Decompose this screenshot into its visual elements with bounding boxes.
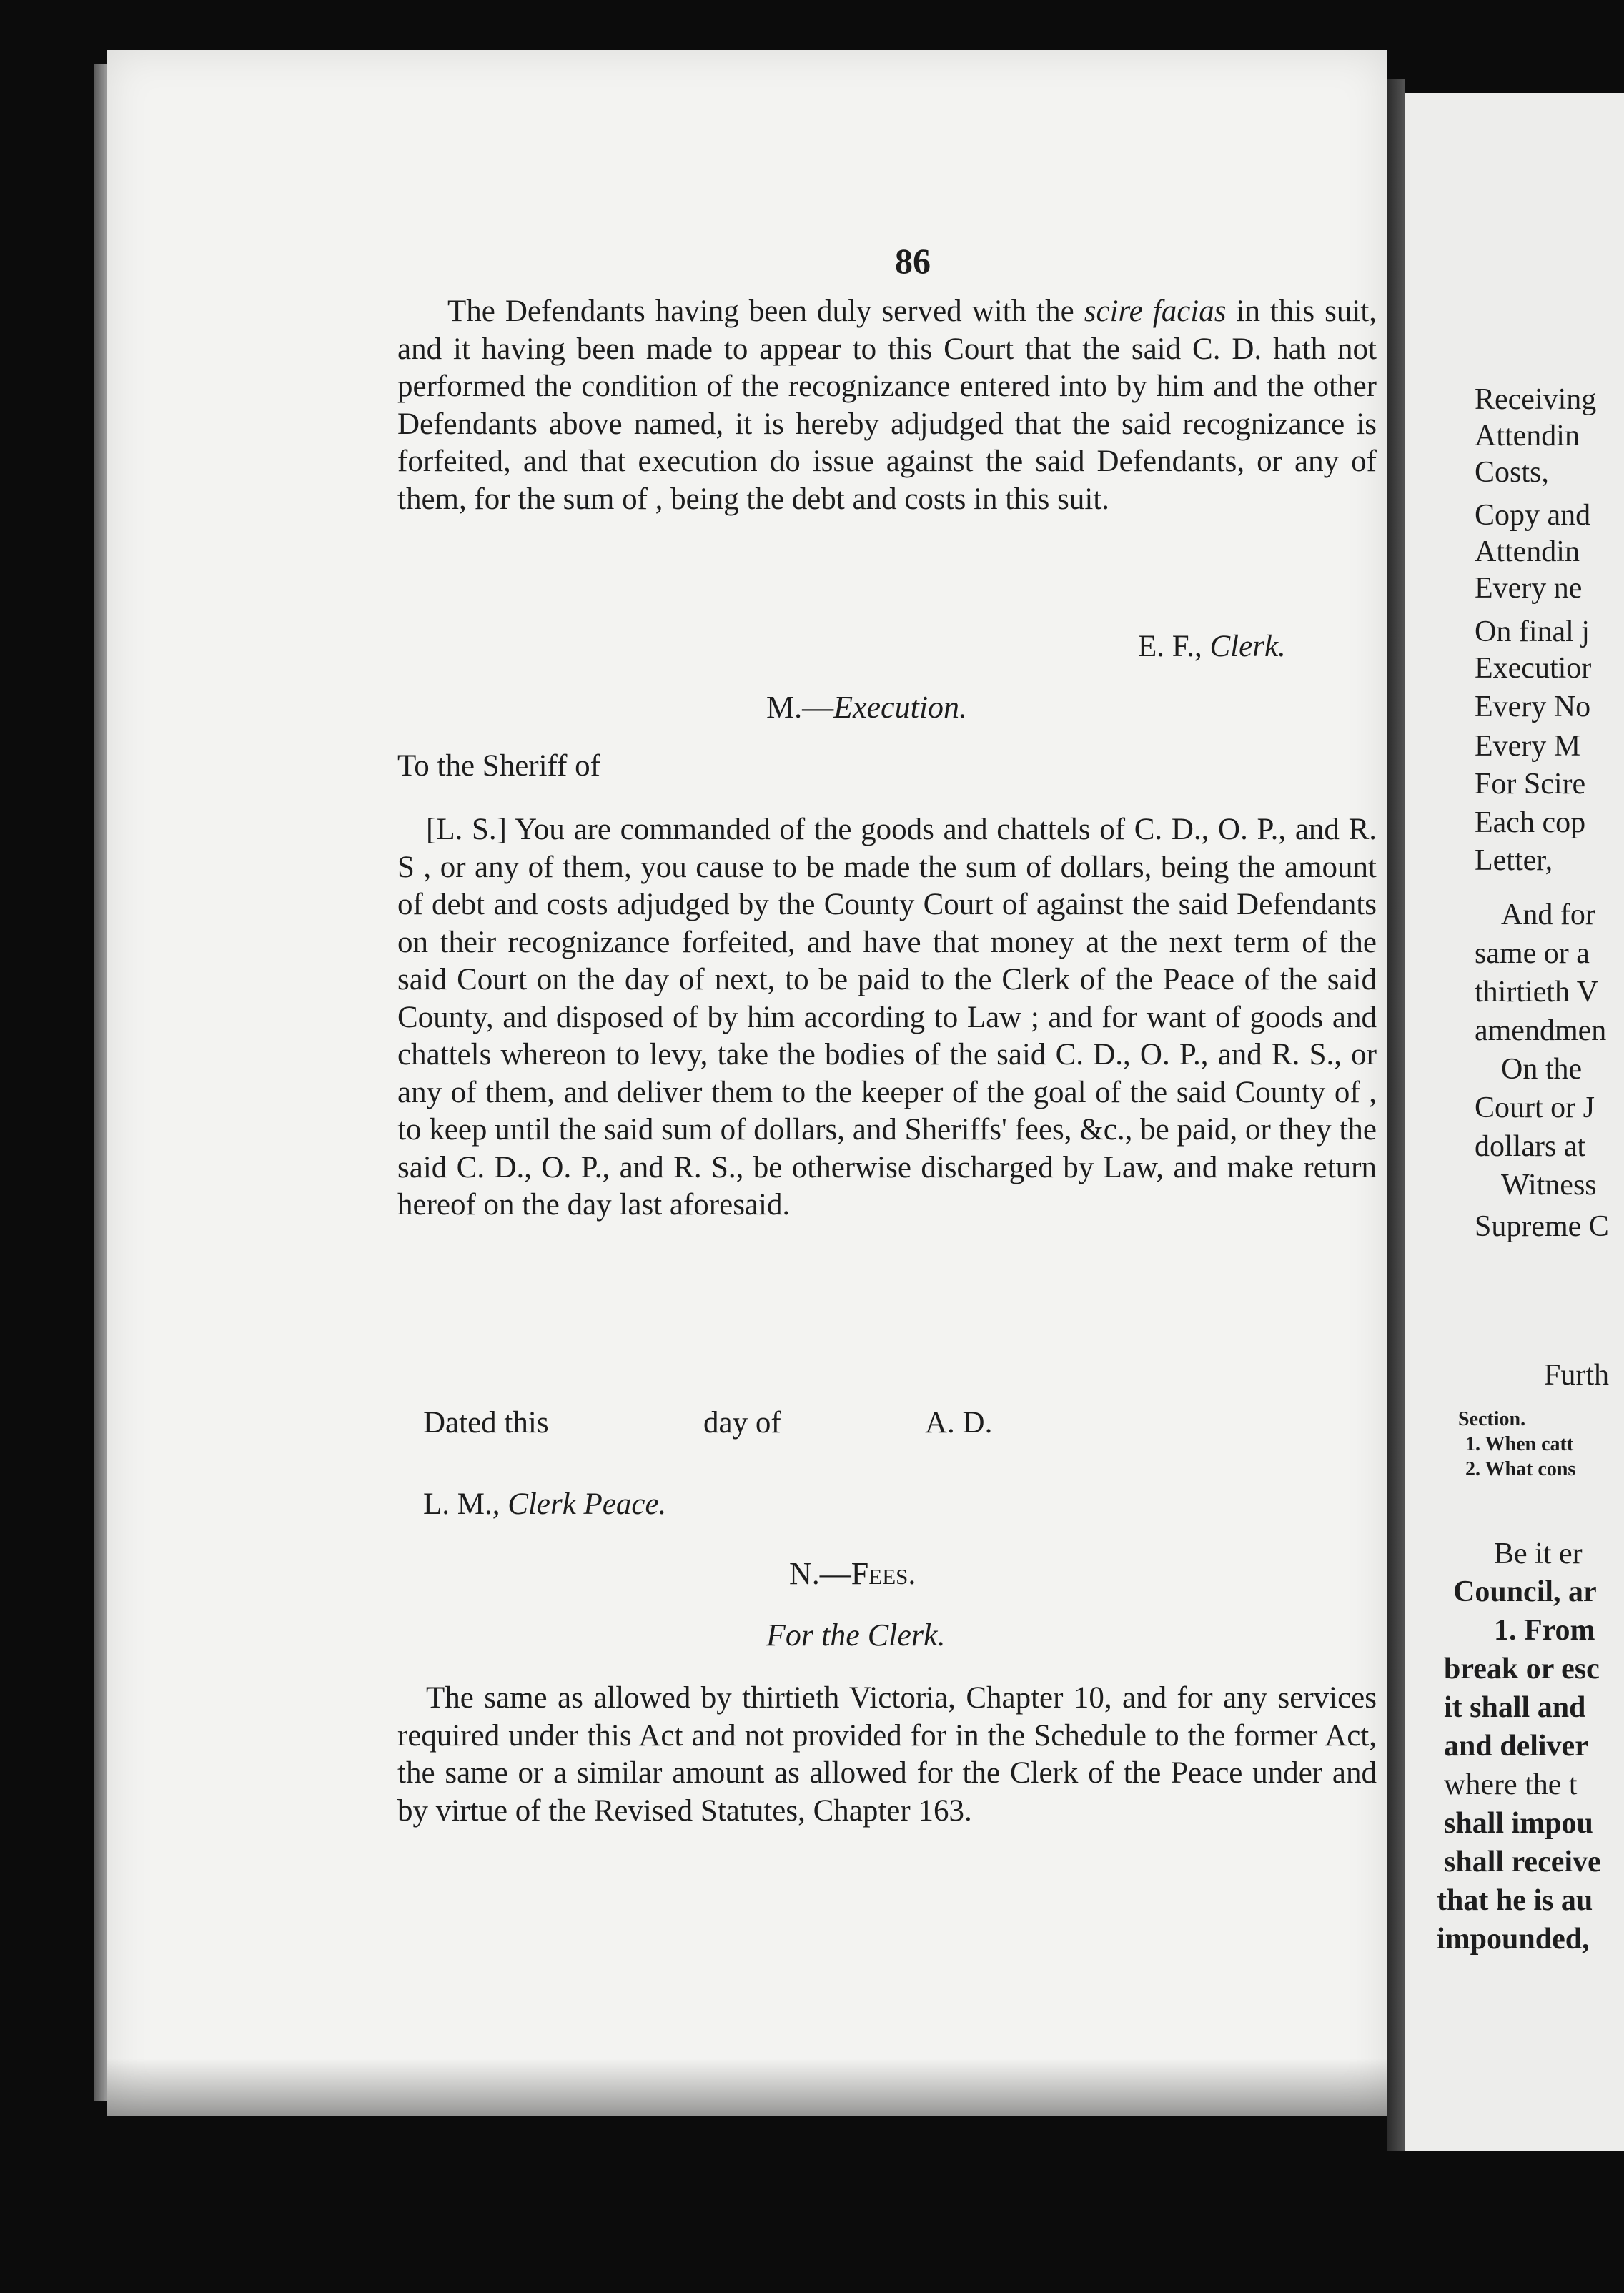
clerk-role: Clerk. (1209, 630, 1286, 663)
right-line: shall receive (1444, 1846, 1601, 1878)
right-line: break or esc (1444, 1653, 1600, 1685)
page-shadow (107, 2059, 1387, 2116)
right-line: Receiving (1475, 383, 1597, 416)
right-line: that he is au (1437, 1884, 1593, 1917)
clerk-peace-role: Clerk Peace. (508, 1487, 667, 1521)
anno-domini-label: A. D. (925, 1406, 993, 1440)
right-line: On the (1501, 1053, 1583, 1086)
right-line: For Scire (1475, 768, 1586, 801)
heading-fees (789, 1555, 916, 1592)
heading-title: Fees. (851, 1556, 916, 1591)
right-line: Court or J (1475, 1091, 1595, 1124)
day-of-label: day of (703, 1406, 781, 1440)
right-line: 1. From (1494, 1614, 1595, 1647)
right-line: Supreme C (1475, 1210, 1609, 1243)
scire-facias-text: scire facias (1084, 294, 1227, 328)
judgment-paragraph (397, 293, 1377, 518)
fees-text: The same as allowed by thirtieth Victoria, Chapter 10, and for any services required under this Act and not provided for in the Schedule to the former Act, the same or a similar amount as allowed for the Clerk of the Peace under and by virtue of the Revised Statutes, Chapter 163. (397, 1681, 1377, 1828)
right-line: where the t (1444, 1768, 1578, 1801)
judgment-text-start: The Defendants having been duly served with the (447, 294, 1074, 328)
clerk-signature (1138, 629, 1286, 664)
right-line: Section. (1458, 1408, 1526, 1430)
fees-paragraph (397, 1680, 1377, 1830)
right-line: dollars at (1475, 1130, 1586, 1163)
heading-letter: M.— (766, 690, 834, 725)
execution-text: [L. S.] You are commanded of the goods and chattels of C. D., O. P., and R. S , or any of them, you cause to be made the sum of dollars, being the amount of debt and costs adjudged by the County Court of against the said Defendants on their recognizance forfeited, and have that money at the next term of the said Court on the day of next, to be paid to the Clerk of the Peace of the said County, and disposed of by him according to Law ; and for want of goods and chattels whereon to levy, take the bodies of the said C. D., O. P., and R. S., or any of them, and deliver them to the keeper of the goal of the said County of , to keep until the said sum of dollars, and Sheriffs' fees, &c., be paid, or they the said C. D., O. P., and R. S., be otherwise discharged by Law, and make return hereof on the day last aforesaid. (397, 813, 1377, 1222)
dated-this-label: Dated this (423, 1406, 549, 1440)
right-line: thirtieth V (1475, 976, 1599, 1009)
right-line: same or a (1475, 937, 1590, 970)
right-line: 2. What cons (1465, 1458, 1576, 1480)
right-line: amendmen (1475, 1014, 1607, 1047)
right-line: Every No (1475, 690, 1591, 723)
right-line: 1. When catt (1465, 1433, 1574, 1455)
right-line: Attendin (1475, 535, 1580, 568)
right-line: Letter, (1475, 844, 1553, 877)
right-line: it shall and (1444, 1691, 1586, 1724)
right-line: Every ne (1475, 572, 1583, 605)
heading-title: Execution. (833, 690, 968, 725)
right-line: Furth (1544, 1359, 1610, 1392)
right-line: Council, ar (1453, 1575, 1597, 1608)
right-line: Each cop (1475, 806, 1586, 839)
right-line: Copy and (1475, 499, 1591, 532)
page-number: 86 (895, 241, 931, 281)
book-gutter (1387, 79, 1405, 2151)
right-line: Witness (1501, 1169, 1597, 1202)
right-line: Be it er (1494, 1537, 1583, 1570)
subheading-for-clerk: For the Clerk. (766, 1618, 946, 1653)
right-line: impounded, (1437, 1923, 1590, 1956)
heading-execution (766, 689, 967, 725)
right-line: And for (1501, 898, 1595, 931)
clerk-peace-name: L. M., (423, 1487, 500, 1521)
right-line: Costs, (1475, 456, 1549, 489)
right-line: shall impou (1444, 1807, 1593, 1840)
execution-paragraph (397, 811, 1377, 1224)
right-line: Attendin (1475, 420, 1580, 452)
right-line: On final j (1475, 615, 1590, 648)
judgment-text-rest: in this suit, and it having been made to appear to this Court that the said C. D. hath not performed the condition of the recognizance entered into by him and the other Defendants above named, it is hereby adjudged that the said recognizance is forfeited, and that execution do issue against the said Defendants, or any of them, for the sum of , being the debt and costs in this suit. (397, 294, 1377, 516)
clerk-peace-signature (423, 1487, 666, 1522)
addressee-line: To the Sheriff of (397, 749, 600, 783)
right-line: Executior (1475, 652, 1592, 685)
heading-letter: N.— (789, 1556, 851, 1591)
clerk-name: E. F., (1138, 630, 1202, 663)
right-line: Every M (1475, 730, 1581, 763)
right-line: and deliver (1444, 1730, 1588, 1763)
